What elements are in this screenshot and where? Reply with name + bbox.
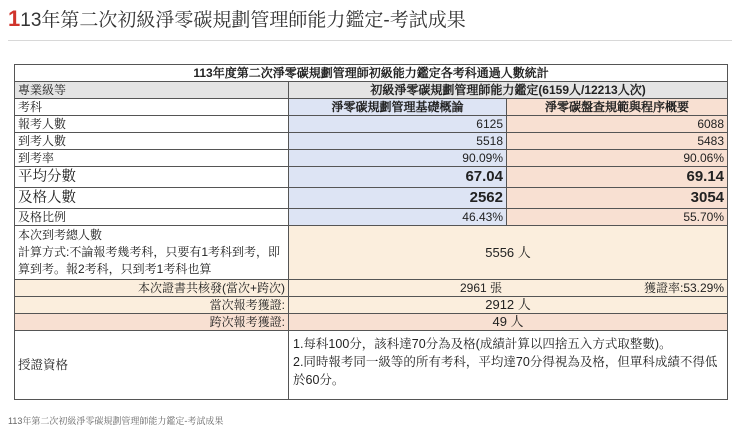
requirements-item-2: 2.同時報考同一級等的所有考科，平均達70分得視為及格，但單科成績不得低於60分。 [293, 355, 718, 387]
requirements-item-1: 1.每科100分，該科達70分為及格(成績計算以四捨五入方式取整數)。 [293, 337, 672, 351]
certificates-value: 2961 張 [460, 281, 503, 295]
attendees-value: 5556 人 [289, 226, 728, 280]
table-row [15, 116, 728, 133]
row-value-subject-2: 55.70% [507, 209, 728, 226]
table-row [15, 188, 728, 209]
row-value-subject-2: 3054 [507, 188, 728, 209]
row-label: 到考率 [15, 150, 289, 167]
row-value-subject-1: 46.43% [289, 209, 507, 226]
certificates-row [15, 280, 728, 297]
attendees-row [15, 226, 728, 280]
row-value-subject-2: 69.14 [507, 167, 728, 188]
row-value-subject-1: 90.09% [289, 150, 507, 167]
row-value-subject-1: 5518 [289, 133, 507, 150]
row-value-subject-2: 6088 [507, 116, 728, 133]
subject-row [15, 99, 728, 116]
row-value-subject-1: 67.04 [289, 167, 507, 188]
row-value-subject-2: 90.06% [507, 150, 728, 167]
row-label: 及格比例 [15, 209, 289, 226]
requirements-label: 授證資格 [15, 331, 289, 400]
table-row [15, 133, 728, 150]
row-label: 到考人數 [15, 133, 289, 150]
subject-2: 淨零碳盤查規範與程序概要 [507, 99, 728, 116]
cross-session-label: 跨次報考獲證: [15, 314, 289, 331]
table-row [15, 150, 728, 167]
page-title [8, 5, 466, 32]
subject-1: 淨零碳規劃管理基礎概論 [289, 99, 507, 116]
attendees-method: 計算方式:不論報考幾考科，只要有1考科到考，即算到考。報2考科，只到考1考科也算 [18, 245, 281, 276]
cross-session-value: 49 人 [289, 314, 728, 331]
certificates-rate: 獲證率:53.29% [643, 281, 725, 295]
row-value-subject-1: 2562 [289, 188, 507, 209]
same-session-value: 2912 人 [289, 297, 728, 314]
level-row [15, 82, 728, 99]
table-caption: 113年度第二次淨零碳規劃管理師初級能力鑑定各考科通過人數統計 [15, 65, 728, 82]
same-session-row [15, 297, 728, 314]
title-divider [8, 40, 732, 41]
certificates-label: 本次證書共核發(當次+跨次) [15, 280, 289, 297]
page-title-text: 13年第二次初級淨零碳規劃管理師能力鑑定-考試成果 [20, 10, 466, 31]
row-label: 平均分數 [15, 167, 289, 188]
level-value: 初級淨零碳規劃管理師能力鑑定(6159人/12213人次) [289, 82, 728, 99]
requirements-row [15, 331, 728, 400]
same-session-label: 當次報考獲證: [15, 297, 289, 314]
image-caption: 113年第二次初級淨零碳規劃管理師能力鑑定-考試成果 [8, 416, 224, 426]
page-title-accent: 1 [8, 6, 21, 31]
row-value-subject-1: 6125 [289, 116, 507, 133]
attendees-label: 本次到考總人數 [18, 228, 103, 242]
table-row [15, 209, 728, 226]
row-value-subject-2: 5483 [507, 133, 728, 150]
requirements-text-cell [289, 331, 728, 400]
table-row [15, 167, 728, 188]
certificates-cell [289, 280, 728, 297]
results-table [14, 64, 728, 400]
table-caption-row [15, 65, 728, 82]
row-label: 報考人數 [15, 116, 289, 133]
row-label: 及格人數 [15, 188, 289, 209]
level-label: 專業級等 [15, 82, 289, 99]
attendees-label-cell [15, 226, 289, 280]
subject-label: 考科 [15, 99, 289, 116]
cross-session-row [15, 314, 728, 331]
